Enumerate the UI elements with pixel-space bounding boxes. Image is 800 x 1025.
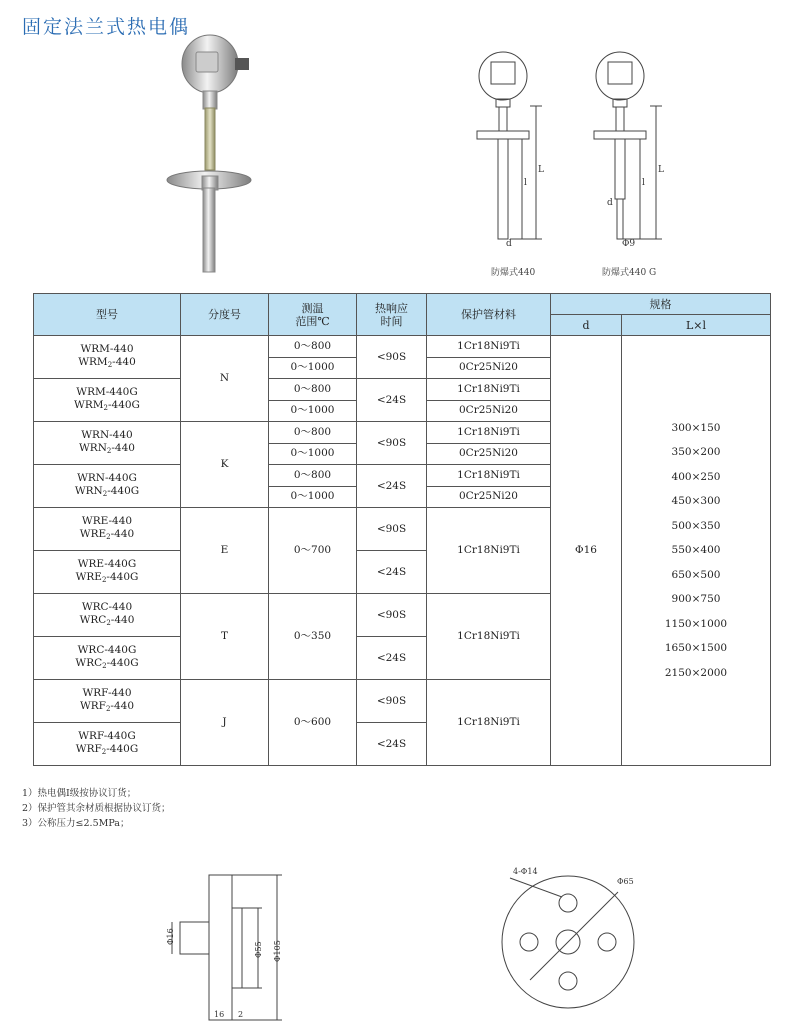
- flange-drawings: [0, 850, 800, 1025]
- caption-440: 防爆式440: [491, 268, 536, 278]
- response-cell: <90S: [357, 594, 427, 637]
- size-item: 500×350: [671, 519, 721, 532]
- response-cell: <24S: [357, 637, 427, 680]
- label-d-right: d: [607, 198, 613, 208]
- grade-cell: T: [181, 594, 269, 680]
- dim-phi65: Φ65: [617, 877, 634, 886]
- dim-16: 16: [214, 1010, 225, 1019]
- range-cell: 0～1000: [269, 486, 357, 508]
- grade-cell: N: [181, 336, 269, 422]
- response-cell: <24S: [357, 723, 427, 766]
- size-item: 350×200: [671, 446, 721, 459]
- note-3: 3）公称压力≤2.5MPa；: [22, 818, 130, 829]
- grade-cell: J: [181, 680, 269, 766]
- material-cell: 1Cr18Ni9Ti: [427, 422, 551, 444]
- response-cell: <24S: [357, 551, 427, 594]
- range-cell: 0～1000: [269, 443, 357, 465]
- material-cell: 1Cr18Ni9Ti: [427, 594, 551, 680]
- material-cell: 1Cr18Ni9Ti: [427, 508, 551, 594]
- material-cell: 0Cr25Ni20: [427, 486, 551, 508]
- dim-2: 2: [238, 1010, 244, 1019]
- range-cell: 0～350: [269, 594, 357, 680]
- spec-d-cell: Φ16: [551, 336, 622, 766]
- response-cell: <90S: [357, 336, 427, 379]
- label-l-left: l: [524, 178, 527, 188]
- model-cell: WRC-440 $WRC_2-440$: [34, 594, 181, 637]
- caption-440G: 防爆式440 G: [602, 268, 657, 278]
- size-item: 650×500: [671, 568, 721, 581]
- spec-table: [33, 293, 771, 766]
- note-2: 2）保护管其余材质根据协议订货；: [22, 803, 171, 814]
- flange-side-view: [172, 875, 282, 1020]
- header-spec-d: d: [551, 315, 622, 336]
- range-cell: 0～1000: [269, 400, 357, 422]
- model-cell: WRM-440G $WRM_2-440G$: [34, 379, 181, 422]
- range-cell: 0～800: [269, 379, 357, 401]
- drawing-440G: [594, 52, 662, 239]
- model-cell: WRE-440G $WRE_2-440G$: [34, 551, 181, 594]
- dim-phi55: Φ55: [254, 941, 263, 958]
- response-cell: <24S: [357, 379, 427, 422]
- dim-phi105: Φ105: [273, 940, 282, 962]
- grade-cell: E: [181, 508, 269, 594]
- response-cell: <24S: [357, 465, 427, 508]
- header-range: 测温 范围℃: [269, 294, 357, 336]
- material-cell: 1Cr18Ni9Ti: [427, 379, 551, 401]
- product-figures: [0, 0, 800, 290]
- label-phi9: Φ9: [622, 239, 636, 249]
- material-cell: 1Cr18Ni9Ti: [427, 336, 551, 358]
- header-grade: 分度号: [181, 294, 269, 336]
- range-cell: 0～800: [269, 422, 357, 444]
- size-item: 550×400: [671, 544, 721, 557]
- label-L-left: L: [538, 165, 544, 175]
- range-cell: 0～600: [269, 680, 357, 766]
- size-item: 1150×1000: [664, 617, 728, 630]
- product-photo: [167, 35, 251, 272]
- material-cell: 0Cr25Ni20: [427, 443, 551, 465]
- model-cell: WRM-440 $WRM_2-440$: [34, 336, 181, 379]
- response-cell: <90S: [357, 422, 427, 465]
- note-1: 1）热电偶I级按协议订货；: [22, 788, 137, 799]
- label-d: d: [506, 239, 512, 249]
- page-title: 固定法兰式热电偶: [22, 16, 191, 38]
- material-cell: 1Cr18Ni9Ti: [427, 465, 551, 487]
- label-l-right: l: [642, 178, 645, 188]
- range-cell: 0～800: [269, 465, 357, 487]
- model-cell: WRN-440G $WRN_2-440G$: [34, 465, 181, 508]
- label-L-right: L: [658, 165, 664, 175]
- response-cell: <90S: [357, 680, 427, 723]
- size-item: 1650×1500: [664, 642, 728, 655]
- material-cell: 0Cr25Ni20: [427, 357, 551, 379]
- drawing-440: [477, 52, 542, 239]
- header-response: 热响应 时间: [357, 294, 427, 336]
- material-cell: 1Cr18Ni9Ti: [427, 680, 551, 766]
- material-cell: 0Cr25Ni20: [427, 400, 551, 422]
- size-item: 2150×2000: [664, 666, 728, 679]
- header-spec: 规格: [551, 294, 771, 315]
- range-cell: 0～1000: [269, 357, 357, 379]
- model-cell: WRE-440 $WRE_2-440$: [34, 508, 181, 551]
- header-material: 保护管材料: [427, 294, 551, 336]
- size-item: 300×150: [671, 421, 721, 434]
- range-cell: 0～800: [269, 336, 357, 358]
- flange-front-view: [502, 876, 634, 1008]
- range-cell: 0～700: [269, 508, 357, 594]
- model-cell: WRF-440G $WRF_2-440G$: [34, 723, 181, 766]
- header-model: 型号: [34, 294, 181, 336]
- model-cell: WRC-440G $WRC_2-440G$: [34, 637, 181, 680]
- response-cell: <90S: [357, 508, 427, 551]
- size-item: 400×250: [671, 470, 721, 483]
- notes: [22, 786, 171, 831]
- header-spec-lxl: L×l: [622, 315, 771, 336]
- model-cell: WRN-440 $WRN_2-440$: [34, 422, 181, 465]
- size-item: 450×300: [671, 495, 721, 508]
- dim-holes: 4-Φ14: [513, 867, 538, 876]
- spec-sizes-cell: [622, 336, 771, 766]
- model-cell: WRF-440 $WRF_2-440$: [34, 680, 181, 723]
- grade-cell: K: [181, 422, 269, 508]
- dim-phi16: Φ16: [166, 928, 175, 945]
- size-item: 900×750: [671, 593, 721, 606]
